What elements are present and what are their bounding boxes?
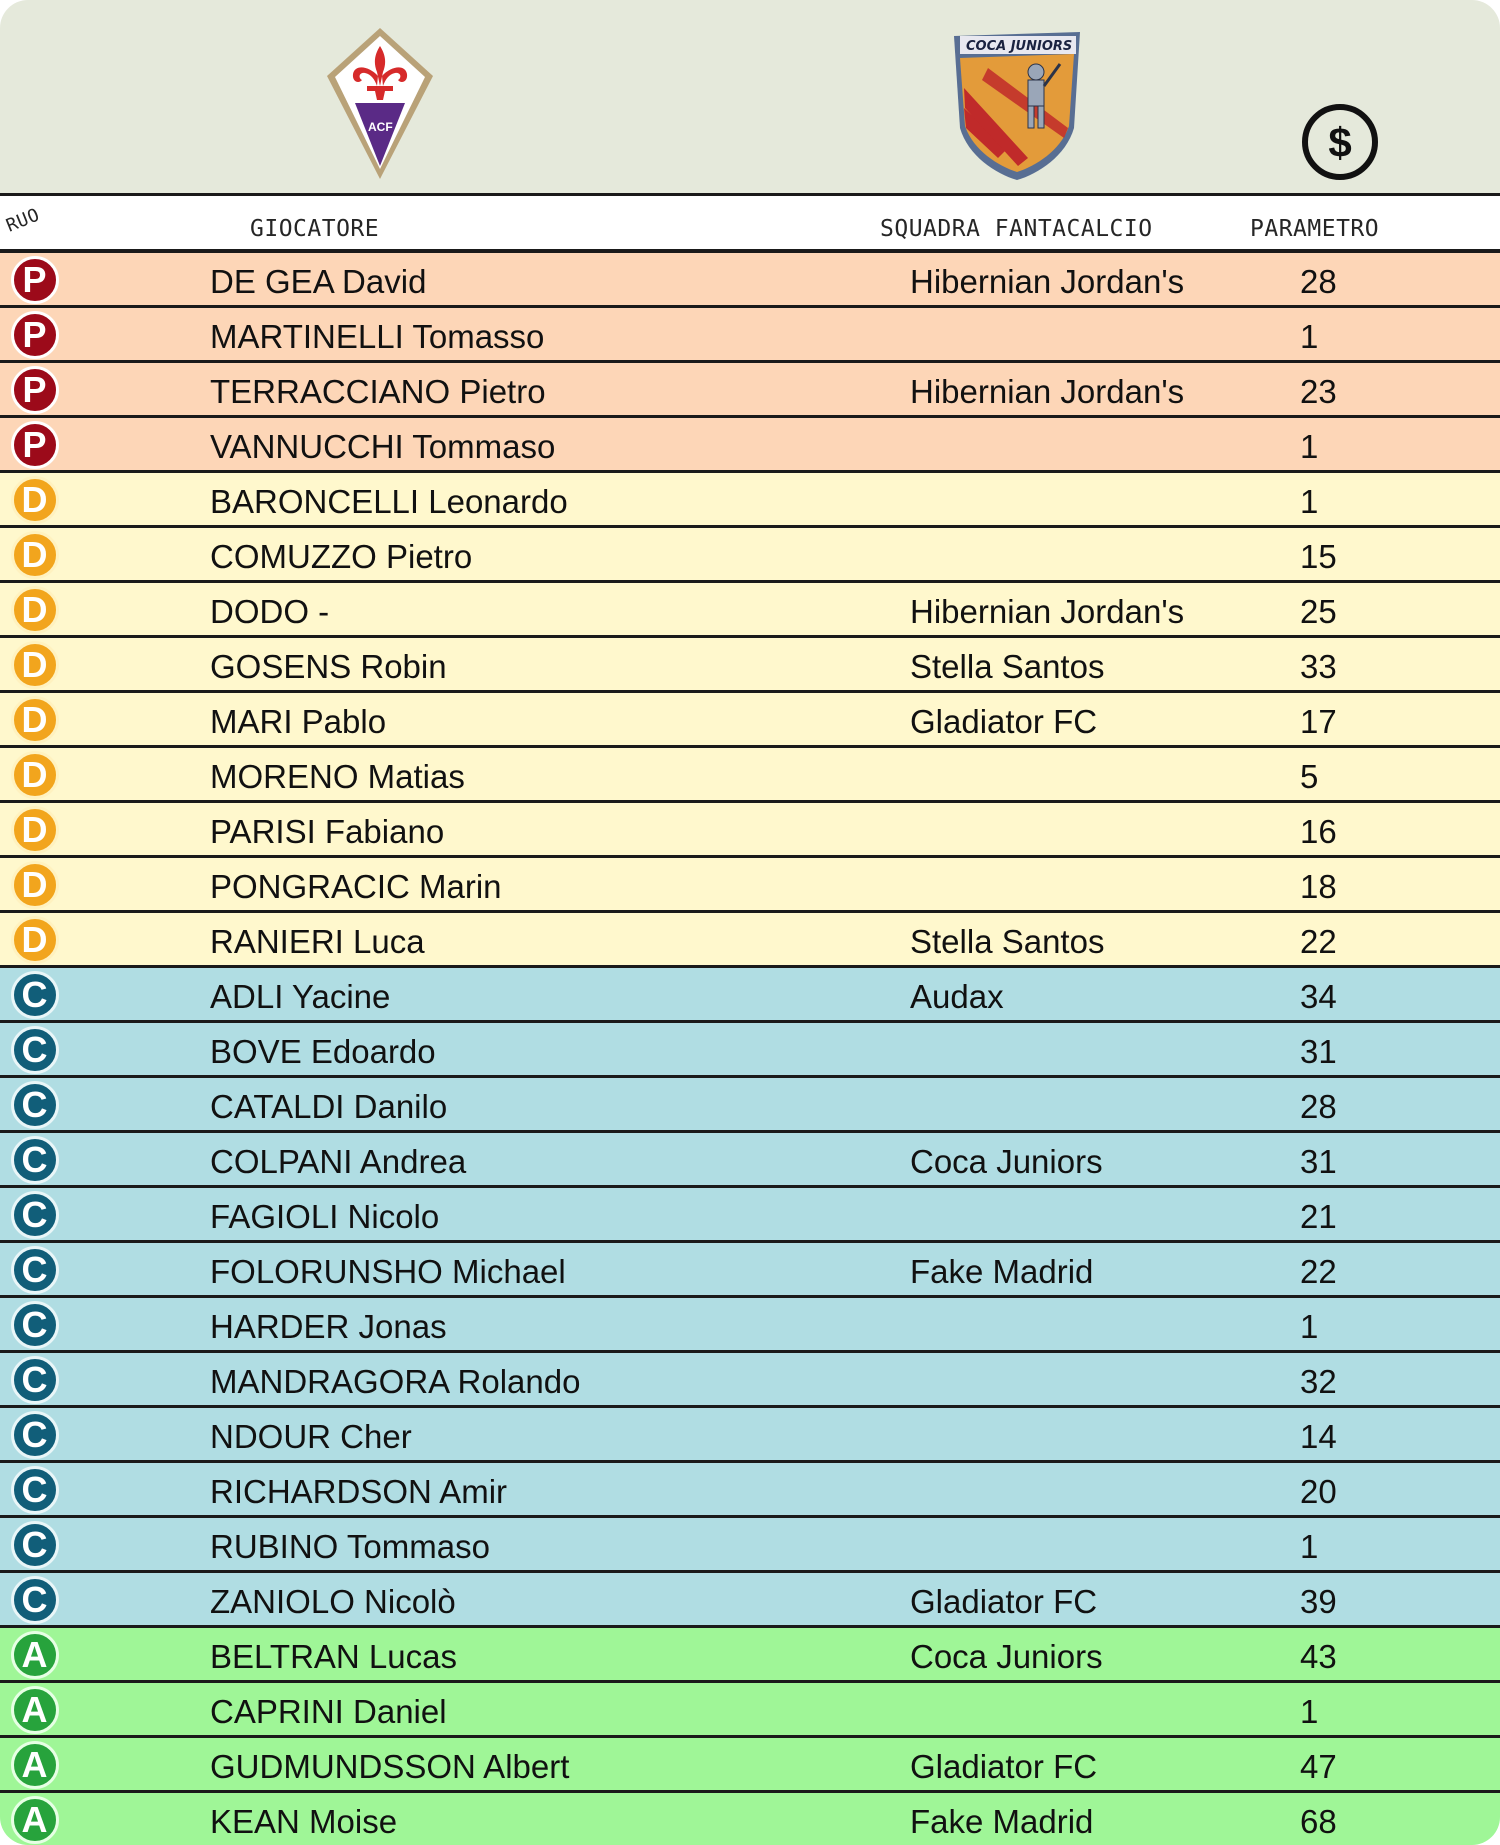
parametro-value: 23 <box>1300 373 1337 410</box>
parametro-value: 28 <box>1300 263 1337 300</box>
player-name: MANDRAGORA Rolando <box>210 1363 581 1400</box>
player-name: FAGIOLI Nicolo <box>210 1198 440 1235</box>
player-name: HARDER Jonas <box>210 1308 447 1345</box>
player-name: GUDMUNDSSON Albert <box>210 1748 570 1785</box>
player-name: COMUZZO Pietro <box>210 538 473 575</box>
table-row[interactable] <box>0 528 1500 583</box>
parametro-value: 28 <box>1300 1088 1337 1125</box>
table-row[interactable] <box>0 638 1500 693</box>
player-name: BELTRAN Lucas <box>210 1638 457 1675</box>
role-badge: C <box>11 1411 59 1459</box>
header-band <box>0 0 1500 196</box>
role-badge: P <box>11 256 59 304</box>
table-row[interactable] <box>0 363 1500 418</box>
table-row[interactable] <box>0 1518 1500 1573</box>
role-badge: D <box>11 476 59 524</box>
fanta-team: Hibernian Jordan's <box>910 593 1185 630</box>
table-row[interactable] <box>0 1078 1500 1133</box>
role-badge: P <box>11 366 59 414</box>
role-badge: C <box>11 1576 59 1624</box>
player-name: RICHARDSON Amir <box>210 1473 508 1510</box>
parametro-value: 31 <box>1300 1143 1337 1180</box>
player-name: COLPANI Andrea <box>210 1143 467 1180</box>
fanta-team: Hibernian Jordan's <box>910 373 1185 410</box>
column-header-row <box>0 196 1500 253</box>
parametro-value: 1 <box>1300 318 1319 355</box>
fanta-team: Hibernian Jordan's <box>910 263 1185 300</box>
player-name: MARTINELLI Tomasso <box>210 318 545 355</box>
player-table <box>0 253 1500 1845</box>
crest-letter-a: ACF <box>368 120 393 134</box>
role-badge: D <box>11 861 59 909</box>
parametro-value: 39 <box>1300 1583 1337 1620</box>
parametro-value: 5 <box>1300 758 1319 795</box>
player-name: MARI Pablo <box>210 703 387 740</box>
player-name: NDOUR Cher <box>210 1418 412 1455</box>
player-name: GOSENS Robin <box>210 648 447 685</box>
table-row[interactable] <box>0 803 1500 858</box>
player-name: BOVE Edoardo <box>210 1033 436 1070</box>
parametro-value: 22 <box>1300 923 1337 960</box>
role-badge: C <box>11 1246 59 1294</box>
player-name: TERRACCIANO Pietro <box>210 373 546 410</box>
table-row[interactable] <box>0 913 1500 968</box>
table-row[interactable] <box>0 693 1500 748</box>
player-name: ADLI Yacine <box>210 978 391 1015</box>
fanta-team-crest-icon <box>948 28 1086 182</box>
parametro-value: 68 <box>1300 1803 1337 1840</box>
table-row[interactable] <box>0 418 1500 473</box>
table-row[interactable] <box>0 1628 1500 1683</box>
role-badge: C <box>11 1026 59 1074</box>
parametro-value: 1 <box>1300 1528 1319 1565</box>
parametro-value: 32 <box>1300 1363 1337 1400</box>
fanta-team: Gladiator FC <box>910 1748 1098 1785</box>
player-name: DE GEA David <box>210 263 427 300</box>
table-row[interactable] <box>0 968 1500 1023</box>
role-badge: D <box>11 806 59 854</box>
player-name: MORENO Matias <box>210 758 465 795</box>
table-row[interactable] <box>0 1188 1500 1243</box>
fanta-team: Stella Santos <box>910 648 1105 685</box>
column-header-parametro[interactable]: PARAMETRO <box>1250 216 1380 242</box>
parametro-value: 14 <box>1300 1418 1337 1455</box>
column-header-giocatore[interactable]: GIOCATORE <box>250 216 380 242</box>
table-row[interactable] <box>0 253 1500 308</box>
table-row[interactable] <box>0 1243 1500 1298</box>
player-name: CAPRINI Daniel <box>210 1693 447 1730</box>
table-row[interactable] <box>0 308 1500 363</box>
role-badge: C <box>11 1466 59 1514</box>
role-badge: D <box>11 641 59 689</box>
player-name: ZANIOLO Nicolò <box>210 1583 456 1620</box>
table-row[interactable] <box>0 1463 1500 1518</box>
player-name: RANIERI Luca <box>210 923 425 960</box>
role-badge: C <box>11 1356 59 1404</box>
column-header-ruolo[interactable]: RUO <box>3 204 43 237</box>
crest-team-text: COCA JUNIORS <box>966 39 1073 54</box>
fanta-team: Stella Santos <box>910 923 1105 960</box>
parametro-value: 20 <box>1300 1473 1337 1510</box>
role-badge: C <box>11 1191 59 1239</box>
role-badge: P <box>11 421 59 469</box>
svg-text:$: $ <box>1328 119 1352 166</box>
fanta-team: Fake Madrid <box>910 1253 1094 1290</box>
parametro-value: 21 <box>1300 1198 1337 1235</box>
parametro-value: 34 <box>1300 978 1337 1015</box>
table-row[interactable] <box>0 1793 1500 1845</box>
role-badge: P <box>11 311 59 359</box>
parametro-value: 47 <box>1300 1748 1337 1785</box>
fanta-team: Gladiator FC <box>910 703 1098 740</box>
role-badge: D <box>11 531 59 579</box>
role-badge: D <box>11 586 59 634</box>
role-badge: C <box>11 1081 59 1129</box>
role-badge: C <box>11 1301 59 1349</box>
table-row[interactable] <box>0 583 1500 638</box>
table-row[interactable] <box>0 1133 1500 1188</box>
role-badge: D <box>11 696 59 744</box>
fiorentina-crest-icon <box>325 26 435 181</box>
role-badge: C <box>11 1521 59 1569</box>
role-badge: A <box>11 1686 59 1734</box>
player-name: BARONCELLI Leonardo <box>210 483 568 520</box>
fanta-team: Coca Juniors <box>910 1638 1103 1675</box>
fanta-team: Gladiator FC <box>910 1583 1098 1620</box>
role-badge: C <box>11 971 59 1019</box>
table-row[interactable] <box>0 1408 1500 1463</box>
parametro-value: 31 <box>1300 1033 1337 1070</box>
table-row[interactable] <box>0 1738 1500 1793</box>
table-row[interactable] <box>0 473 1500 528</box>
parametro-value: 33 <box>1300 648 1337 685</box>
table-row[interactable] <box>0 1298 1500 1353</box>
role-badge: D <box>11 751 59 799</box>
role-badge: C <box>11 1136 59 1184</box>
role-badge: A <box>11 1796 59 1844</box>
parametro-value: 15 <box>1300 538 1337 575</box>
parametro-value: 18 <box>1300 868 1337 905</box>
player-name: VANNUCCHI Tommaso <box>210 428 556 465</box>
fanta-team: Audax <box>910 978 1004 1015</box>
parametro-value: 1 <box>1300 483 1319 520</box>
parametro-value: 16 <box>1300 813 1337 850</box>
player-name: FOLORUNSHO Michael <box>210 1253 566 1290</box>
parametro-value: 1 <box>1300 1693 1319 1730</box>
player-name: PARISI Fabiano <box>210 813 445 850</box>
parametro-value: 1 <box>1300 428 1319 465</box>
role-badge: A <box>11 1631 59 1679</box>
player-name: CATALDI Danilo <box>210 1088 448 1125</box>
column-header-squadra[interactable]: SQUADRA FANTACALCIO <box>880 216 1153 242</box>
dollar-coin-icon <box>1300 102 1380 182</box>
role-badge: A <box>11 1741 59 1789</box>
fanta-team: Fake Madrid <box>910 1803 1094 1840</box>
table-row[interactable] <box>0 858 1500 913</box>
parametro-value: 43 <box>1300 1638 1337 1675</box>
fanta-team: Coca Juniors <box>910 1143 1103 1180</box>
table-row[interactable] <box>0 1573 1500 1628</box>
parametro-value: 1 <box>1300 1308 1319 1345</box>
table-row[interactable] <box>0 748 1500 803</box>
parametro-value: 22 <box>1300 1253 1337 1290</box>
player-name: DODO - <box>210 593 330 630</box>
parametro-value: 25 <box>1300 593 1337 630</box>
table-row[interactable] <box>0 1023 1500 1078</box>
player-name: RUBINO Tommaso <box>210 1528 490 1565</box>
role-badge: D <box>11 916 59 964</box>
table-row[interactable] <box>0 1683 1500 1738</box>
player-name: KEAN Moise <box>210 1803 398 1840</box>
table-row[interactable] <box>0 1353 1500 1408</box>
parametro-value: 17 <box>1300 703 1337 740</box>
player-name: PONGRACIC Marin <box>210 868 502 905</box>
